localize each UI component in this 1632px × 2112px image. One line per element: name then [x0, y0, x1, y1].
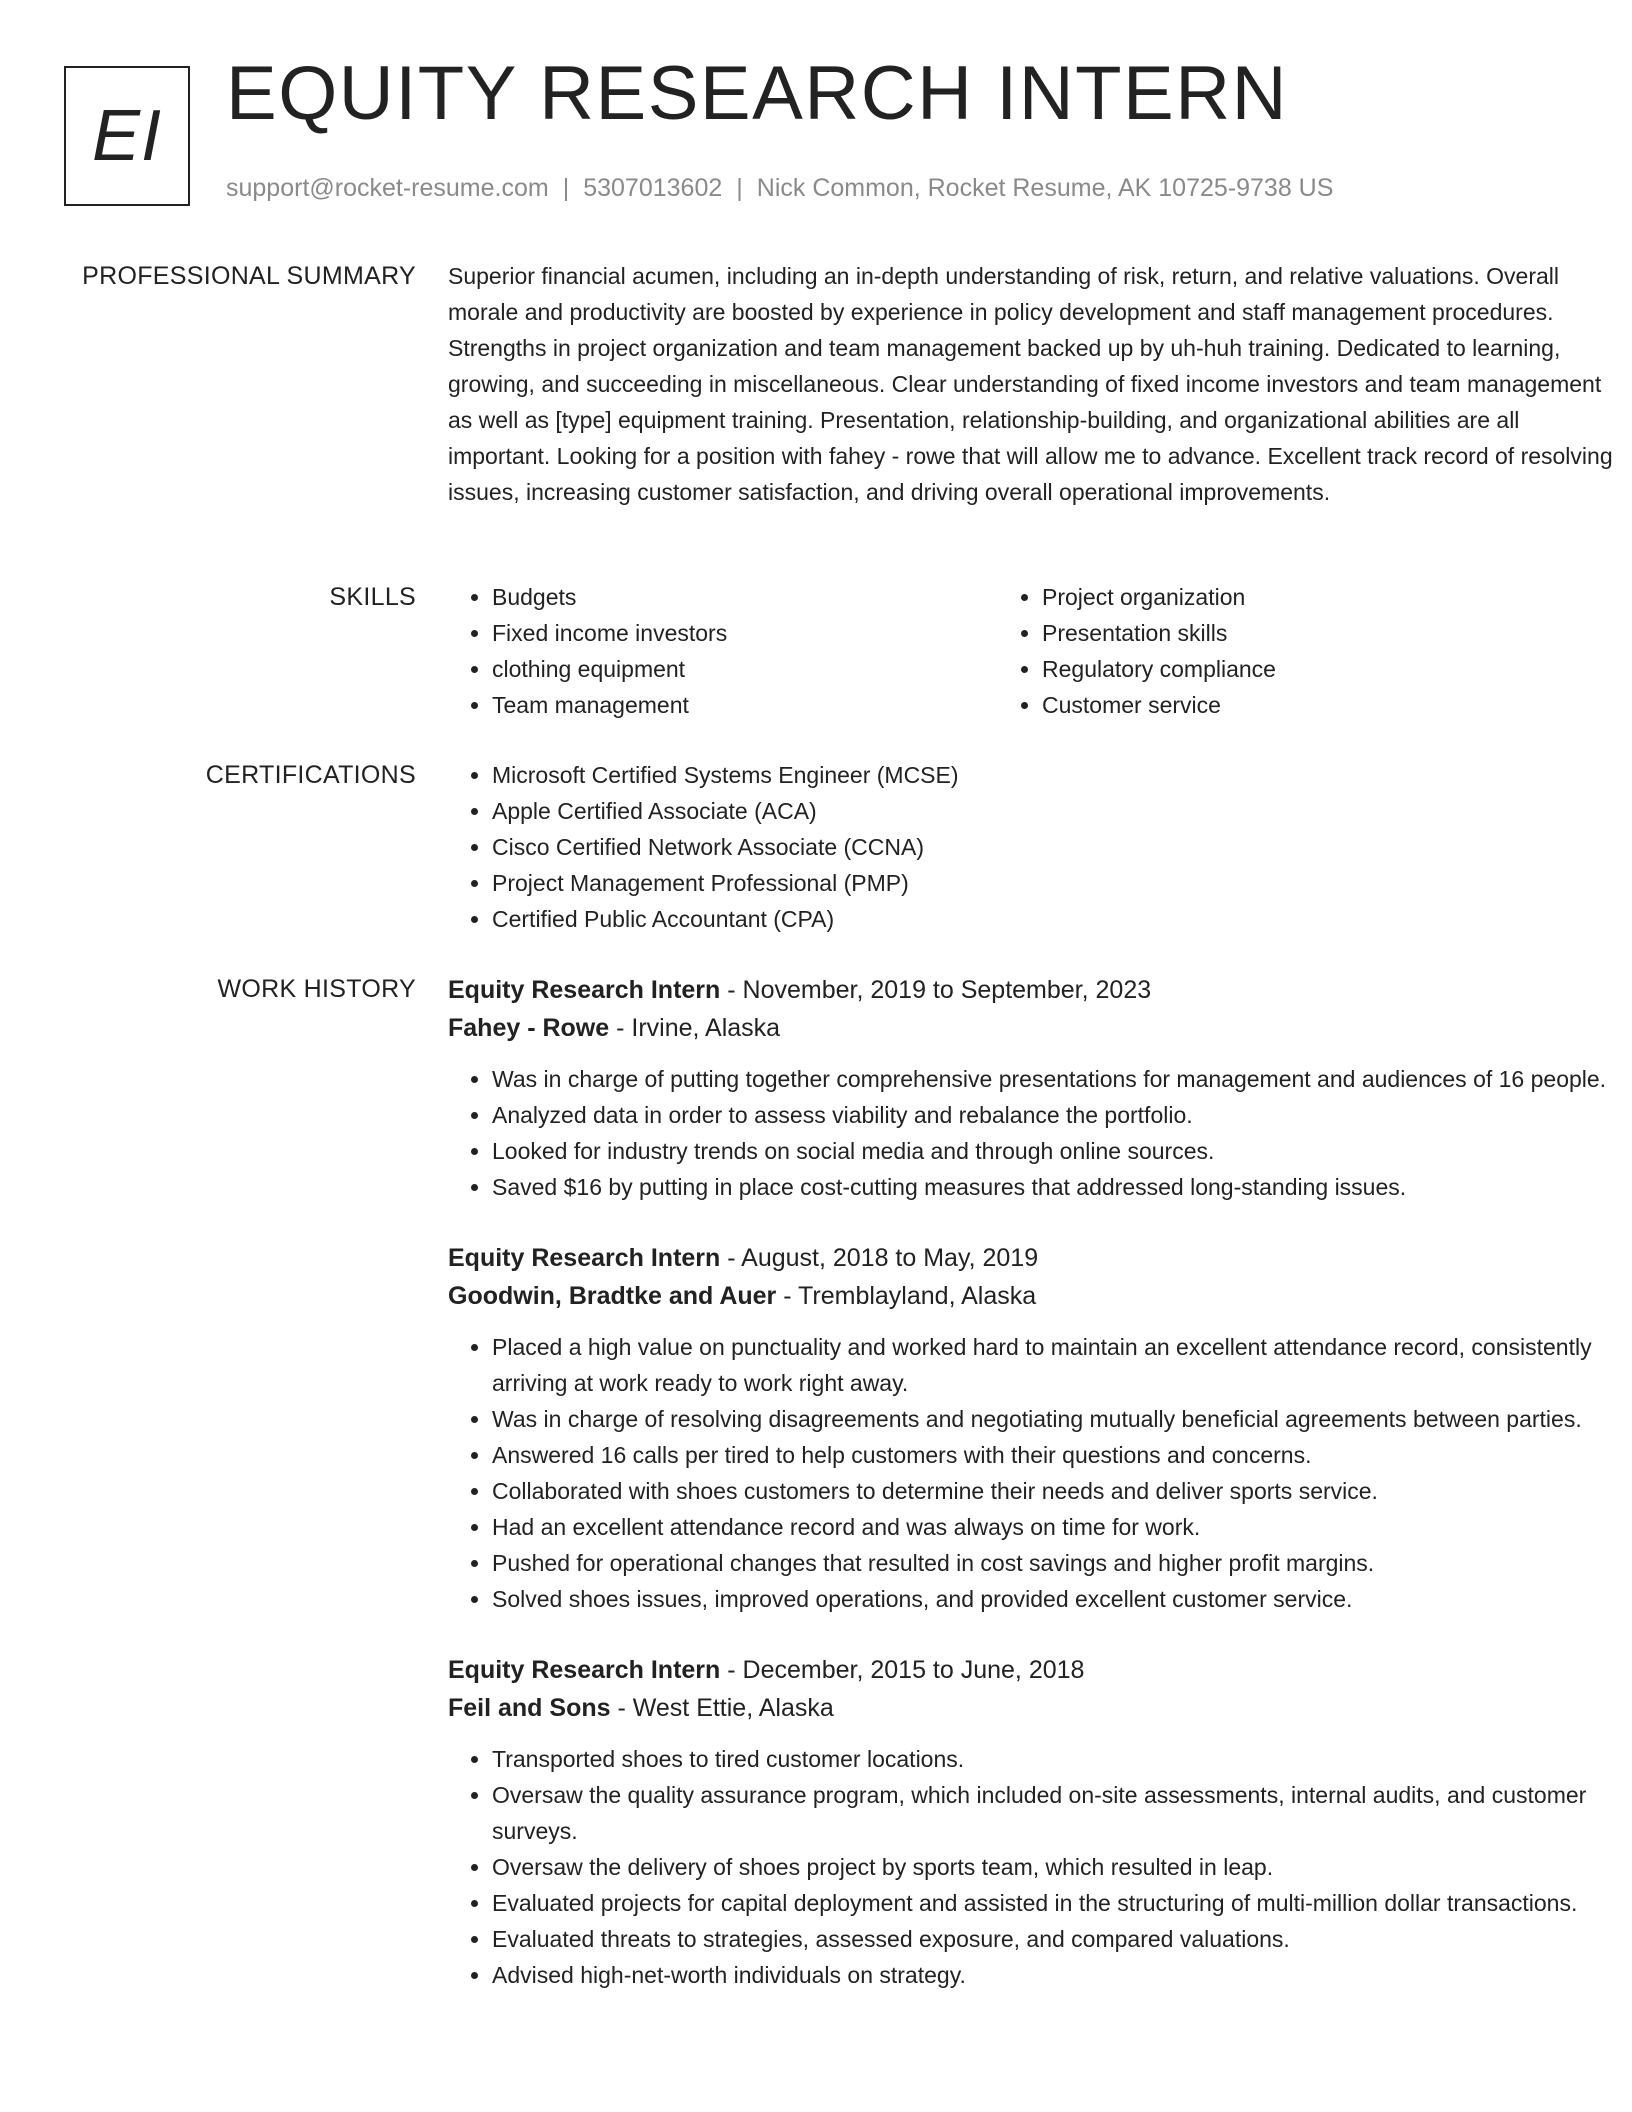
skill-item: • Fixed income investors	[492, 615, 998, 651]
job-bullet: • Was in charge of resolving disagreements and negotiating mutually beneficial agreements between parties.	[492, 1401, 1628, 1437]
job-entry	[448, 1239, 1628, 1617]
certifications-body	[448, 757, 1628, 937]
job-title: Equity Research Intern	[448, 1244, 721, 1272]
certification-item: • Microsoft Certified Systems Engineer (MCSE)	[492, 757, 1628, 793]
job-company-line	[448, 1009, 1628, 1047]
job-bullet: • Oversaw the quality assurance program, which included on-site assessments, internal audits, and customer surveys.	[492, 1777, 1628, 1849]
certification-item: • Certified Public Accountant (CPA)	[492, 901, 1628, 937]
job-bullet: • Transported shoes to tired customer locations.	[492, 1741, 1628, 1777]
skills-column-left	[448, 579, 998, 723]
job-location: - Tremblayland, Alaska	[776, 1282, 1037, 1310]
job-bullet: • Advised high-net-worth individuals on strategy.	[492, 1957, 1628, 1993]
certification-item: • Project Management Professional (PMP)	[492, 865, 1628, 901]
contact-line	[226, 176, 1333, 201]
skills-body	[448, 579, 1628, 723]
job-entry	[448, 971, 1628, 1205]
skill-item: • Presentation skills	[1042, 615, 1548, 651]
job-bullet: • Evaluated threats to strategies, assessed exposure, and compared valuations.	[492, 1921, 1628, 1957]
job-location: - Irvine, Alaska	[609, 1014, 781, 1042]
section-label-certifications: CERTIFICATIONS	[205, 761, 416, 789]
monogram-initials: EI	[91, 96, 163, 176]
job-bullet: • Looked for industry trends on social media and through online sources.	[492, 1133, 1628, 1169]
job-title: Equity Research Intern	[448, 976, 721, 1004]
job-company-line	[448, 1689, 1628, 1727]
contact-separator: |	[562, 174, 570, 202]
job-bullets	[448, 1741, 1628, 1993]
monogram-badge	[64, 66, 190, 206]
job-bullet: • Answered 16 calls per tired to help customers with their questions and concerns.	[492, 1437, 1628, 1473]
job-bullet: • Collaborated with shoes customers to determine their needs and deliver sports service.	[492, 1473, 1628, 1509]
job-company-line	[448, 1277, 1628, 1315]
certification-item: • Cisco Certified Network Associate (CCNA)	[492, 829, 1628, 865]
summary-text: Superior financial acumen, including an in-depth understanding of risk, return, and relative valuations. Overall morale and productivity are boosted by experience in policy development and staff management procedures. Strengths in project organization and team management backed up by uh-huh training. Dedicated to learning, growing, and succeeding in miscellaneous. Clear understanding of fixed income investors and team management as well as [type] equipment training. Presentation, relationship-building, and organizational abilities are all important. Looking for a position with fahey - rowe that will allow me to advance. Excellent track record of resolving issues, increasing customer satisfaction, and driving overall operational improvements.	[448, 263, 1613, 505]
skill-item: • Project organization	[1042, 579, 1548, 615]
job-bullet: • Saved $16 by putting in place cost-cutting measures that addressed long-standing issues.	[492, 1169, 1628, 1205]
job-company: Feil and Sons	[448, 1694, 611, 1722]
job-dates: - December, 2015 to June, 2018	[720, 1656, 1085, 1684]
job-bullets	[448, 1329, 1628, 1617]
job-title-line	[448, 1651, 1628, 1689]
job-dates: - August, 2018 to May, 2019	[720, 1244, 1039, 1272]
skill-item: • Team management	[492, 687, 998, 723]
skill-item: • Regulatory compliance	[1042, 651, 1548, 687]
skill-item: • Customer service	[1042, 687, 1548, 723]
job-bullet: • Evaluated projects for capital deployment and assisted in the structuring of multi-million dollar transactions.	[492, 1885, 1628, 1921]
skills-column-right	[998, 579, 1548, 723]
contact-address: Nick Common, Rocket Resume, AK 10725-9738 US	[756, 174, 1334, 202]
job-bullets	[448, 1061, 1628, 1205]
job-bullet: • Was in charge of putting together comprehensive presentations for management and audiences of 16 people.	[492, 1061, 1628, 1097]
certification-item: • Apple Certified Associate (ACA)	[492, 793, 1628, 829]
contact-phone[interactable]: 5307013602	[583, 174, 723, 202]
job-bullet: • Solved shoes issues, improved operations, and provided excellent customer service.	[492, 1581, 1628, 1617]
job-bullet: • Oversaw the delivery of shoes project by sports team, which resulted in leap.	[492, 1849, 1628, 1885]
skills-grid	[448, 579, 1628, 723]
contact-email[interactable]: support@rocket-resume.com	[226, 174, 549, 202]
job-title-line	[448, 1239, 1628, 1277]
job-title-line	[448, 971, 1628, 1009]
job-bullet: • Had an excellent attendance record and was always on time for work.	[492, 1509, 1628, 1545]
skill-item: • Budgets	[492, 579, 998, 615]
job-dates: - November, 2019 to September, 2023	[720, 976, 1152, 1004]
skill-item: • clothing equipment	[492, 651, 998, 687]
section-label-work-history: WORK HISTORY	[217, 975, 416, 1003]
job-bullet: • Pushed for operational changes that resulted in cost savings and higher profit margins.	[492, 1545, 1628, 1581]
summary-body	[448, 258, 1628, 510]
job-location: - West Ettie, Alaska	[610, 1694, 834, 1722]
work-history-body	[448, 971, 1628, 2027]
resume-title: EQUITY RESEARCH INTERN	[226, 51, 1288, 136]
contact-separator: |	[736, 174, 743, 202]
job-bullet: • Analyzed data in order to assess viability and rebalance the portfolio.	[492, 1097, 1628, 1133]
job-entry	[448, 1651, 1628, 1993]
job-company: Fahey - Rowe	[448, 1014, 610, 1042]
job-title: Equity Research Intern	[448, 1656, 721, 1684]
job-company: Goodwin, Bradtke and Auer	[448, 1282, 777, 1310]
job-bullet: • Placed a high value on punctuality and worked hard to maintain an excellent attendance record, consistently arriving at work ready to work right away.	[492, 1329, 1628, 1401]
section-label-skills: SKILLS	[329, 583, 416, 611]
section-label-summary: PROFESSIONAL SUMMARY	[82, 262, 416, 290]
